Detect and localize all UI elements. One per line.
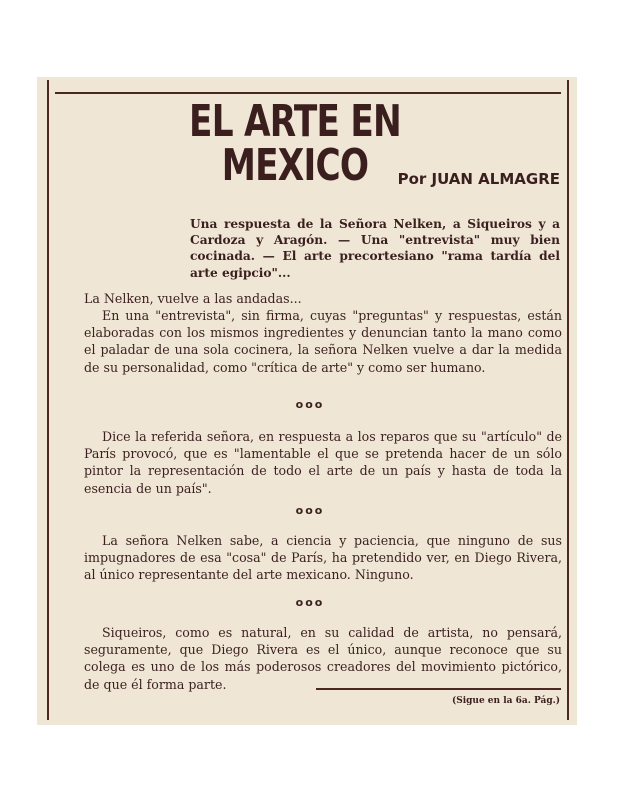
separator-1: ooo: [295, 398, 325, 411]
paragraph-3: Dice la referida señora, en respuesta a los reparos que su "artículo" de París provocó, que es "lamentable el que se pretenda hacer de un sólo pintor la representación de todo el arte de un país y hasta de toda la esencia de un país".: [84, 429, 562, 496]
paragraph-5: Siqueiros, como es natural, en su calidad de artista, no pensará, seguramente, que Diego Rivera es el único, aunque reconoce que su colega es uno de los más poderosos creadores del movimiento pictórico, de que él forma parte.: [84, 625, 562, 692]
paragraph-1: La Nelken, vuelve a las andadas...: [84, 291, 302, 306]
right-column-rule: [567, 80, 569, 720]
paragraph-2: En una "entrevista", sin firma, cuyas "preguntas" y respuestas, están elaboradas con los mismos ingredientes y denuncian tanto la mano como el paladar de una sola cocinera, la señora Nelken vuelve a dar la medida de su personalidad, como "crítica de arte" y como ser humano.: [84, 308, 562, 375]
left-column-rule: [47, 80, 49, 720]
separator-2: ooo: [295, 504, 325, 517]
headline: EL ARTE EN MEXICO: [189, 96, 401, 191]
summary: Una respuesta de la Señora Nelken, a Siqueiros y a Cardoza y Aragón. — Una "entrevista" muy bien cocinada. — El arte precortesiano "rama tardía del arte egipcio"...: [190, 217, 560, 280]
separator-3: ooo: [295, 596, 325, 609]
continuation-note: (Sigue en la 6a. Pág.): [451, 696, 560, 706]
top-rule: [55, 92, 561, 94]
paragraph-4: La señora Nelken sabe, a ciencia y paciencia, que ninguno de sus impugnadores de esa "cosa" de París, ha pretendido ver, en Diego Rivera, al único representante del arte mexicano. Ninguno.: [84, 533, 562, 583]
byline: Por JUAN ALMAGRE: [397, 170, 560, 188]
